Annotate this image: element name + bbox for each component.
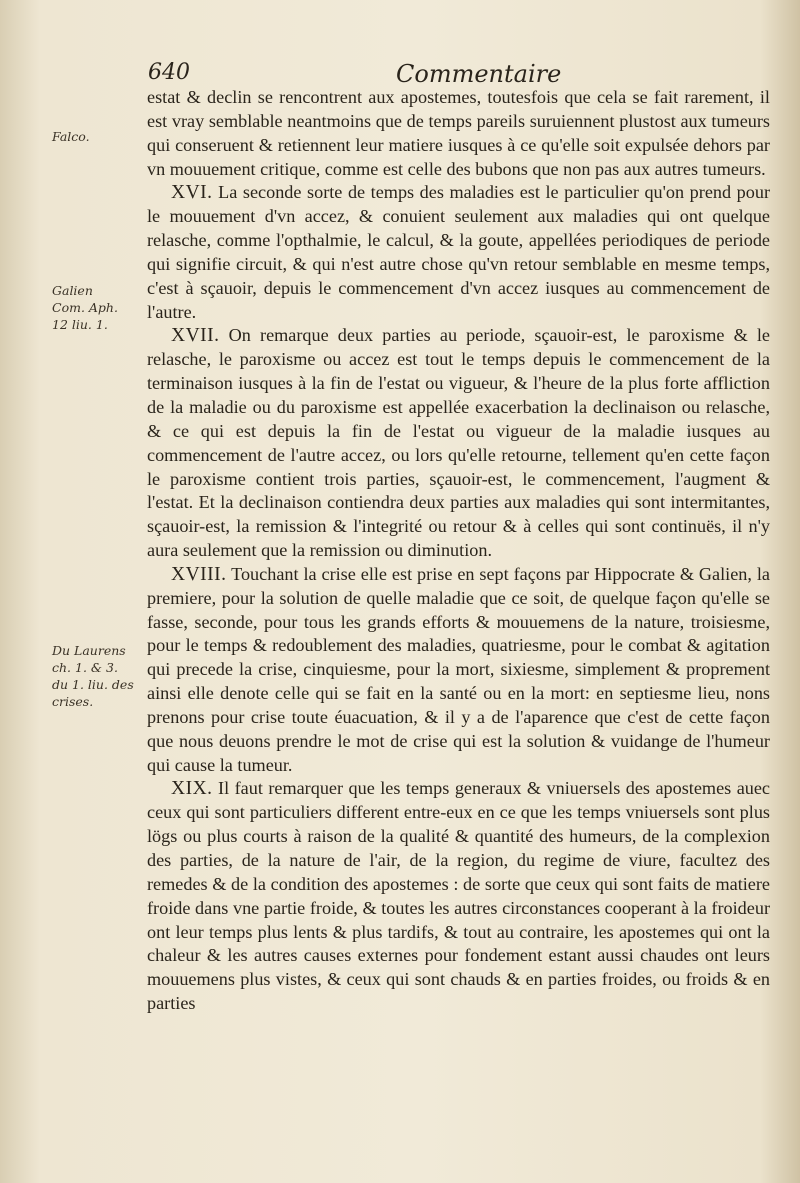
section-number: XVI. bbox=[171, 182, 213, 204]
page-number: 640 bbox=[148, 60, 190, 85]
margin-note-du-laurens: Du Laurens ch. 1. & 3. du 1. liu. des crises. bbox=[52, 643, 134, 709]
margin-note-falco: Falco. bbox=[52, 129, 90, 144]
paragraph-text: La seconde sorte de temps des maladies est le particulier qu'on prend pour le mouuement d'vn accez, & conuient seulement aux maladies qui ont quelque relasche, comme l'opthalmie, le calcul, & la goute, appellées periodiques de periode qui signifie circuit, & qui n'est autre chose qu'vn retour semblable en mesme temps, c'est à sçauoir, depuis le commencement d'vn accez iusques au commencement de l'autre. bbox=[147, 182, 771, 322]
paragraph-text: Touchant la crise elle est prise en sept façons par Hippocrate & Galien, la premiere, pour la solution de quelle maladie que ce soit, de quelque façon qu'elle se fasse, seconde, pour tous les grands efforts & mouuemens de la nature, troisiesme, pour le temps & redoublement des maladies, quatriesme, pour le combat & agitation qui precede la crise, cinquiesme, pour la mort, sixiesme, simplement & proprement ainsi elle denote celle qui se fait en la santé ou en la mort: en septiesme lieu, nons prenons pour crise toute éuacuation, & il y a de l'aparence que c'est de cette façon que nous deuons prendre le mot de crise qui est la solution & vuidange de l'humeur qui cause la tumeur. bbox=[147, 563, 770, 775]
paragraph-text: estat & declin se rencontrent aux apostemes, toutesfois que cela se fait rarement, il est vray semblable neantmoins que de temps pareils suruiennent plustost aux tumeurs qui conseruent & retiennent leur matiere iusques à ce qu'elle soit expulsée dehors par vn mouuement critique, comme est celle des bubons que non pas aux autres tumeurs. bbox=[147, 87, 770, 179]
paragraph-continuation bbox=[147, 86, 770, 181]
section-xvii bbox=[147, 324, 770, 562]
section-xix bbox=[147, 777, 770, 1015]
main-text bbox=[147, 86, 770, 1016]
margin-note-galien: Galien Com. Aph. 12 liu. 1. bbox=[52, 283, 118, 332]
section-number: XIX. bbox=[171, 778, 213, 800]
section-xvi bbox=[147, 181, 770, 324]
running-title: Commentaire bbox=[396, 60, 562, 88]
section-number: XVIII. bbox=[171, 563, 227, 585]
paragraph-text: On remarque deux parties au periode, sçauoir-est, le paroxisme & le relasche, le paroxisme ou accez est tout le temps depuis le commencement de la terminaison iusques à la fin de l'estat ou vigueur, & l'heure de la plus forte affliction de la maladie ou du paroxisme est appellée exacerbation la declinaison ou relasche, & ce qui est depuis la fin de l'estat ou vigueur de la maladie iusques au commencement de l'autre accez, ou lors qu'elle retourne, tellement qu'en cette façon le paroxisme contient trois parties, sçauoir-est, le commencement, l'augment & l'estat. Et la declinaison contiendra deux parties aux maladies qui sont intermitantes, sçauoir-est, la remission & l'integrité ou retour & à celles qui sont continuës, il n'y aura seulement que la remission ou diminution. bbox=[147, 325, 770, 561]
section-number: XVII. bbox=[171, 325, 220, 347]
section-xviii bbox=[147, 563, 770, 778]
paragraph-text: Il faut remarquer que les temps generaux & vniuersels des apostemes auec ceux qui sont particuliers different entre-eux en ce que les temps vniuersels sont plus lögs ou plus courts à raison de la qualité & quantité des humeurs, de la complexion des parties, de la nature de l'air, de la region, du regime de viure, facultez des remedes & de la condition des apostemes : de sorte que ceux qui sont faits de matiere froide dans vne partie froide, & toutes les autres circonstances cooperant à la froideur ont leur temps plus lents & plus tardifs, & tout au contraire, les apostemes qui ont la chaleur & les autres causes externes pour fondement estant aussi chaudes ont leurs mouuemens plus vistes, & ceux qui sont chauds & en parties froides, ou froids & en parties bbox=[147, 778, 770, 1014]
